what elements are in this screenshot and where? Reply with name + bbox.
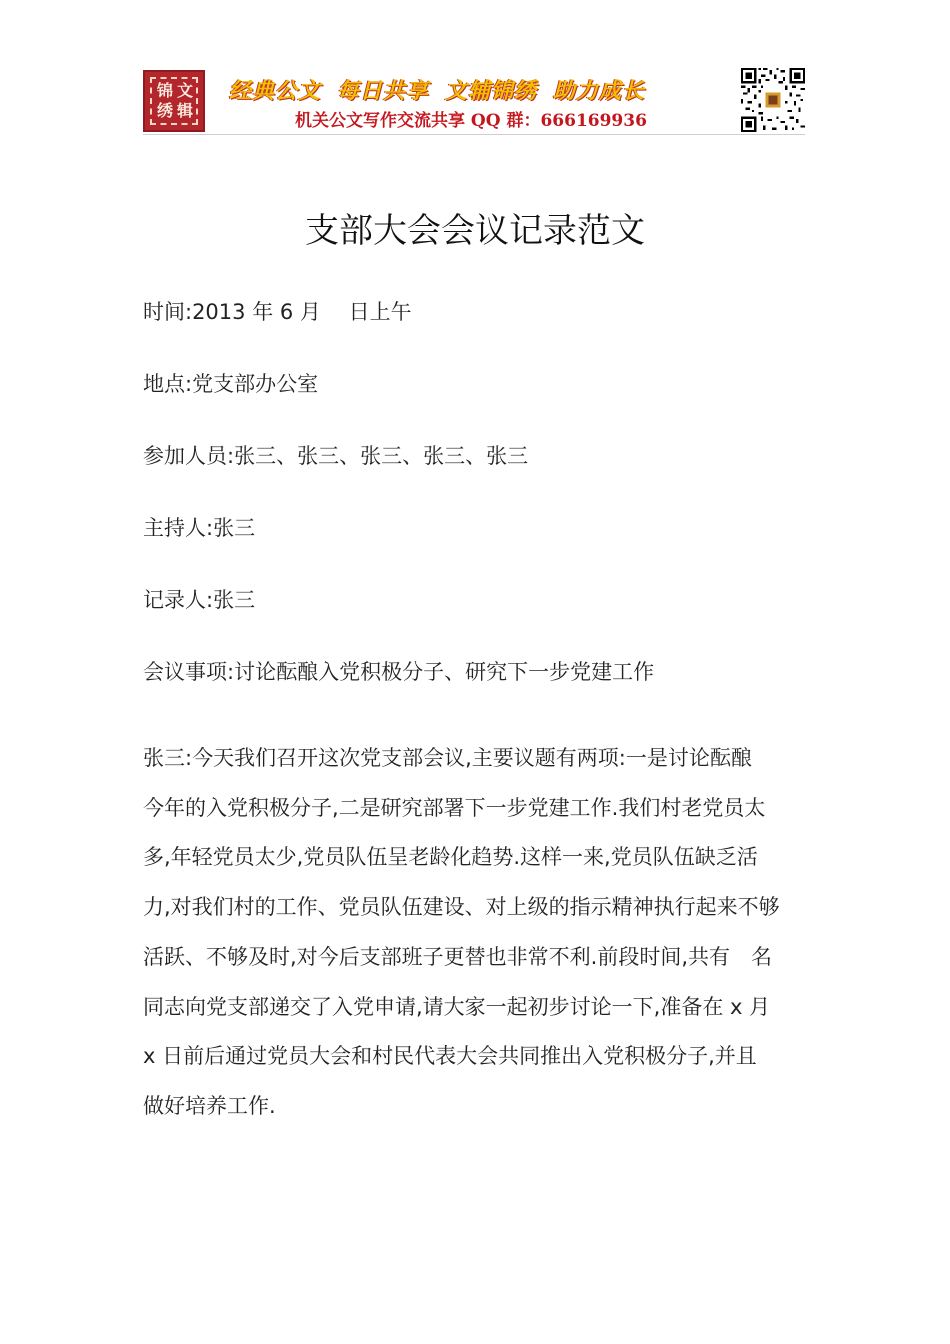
- slogan-1: 经典公文: [229, 78, 322, 104]
- meeting-location: 地点:党支部办公室: [143, 372, 319, 396]
- meeting-attendees: 参加人员:张三、张三、张三、张三、张三: [143, 444, 529, 468]
- paragraph-line: 做好培养工作.: [143, 1093, 276, 1118]
- paragraph-line: 今年的入党积极分子,二是研究部署下一步党建工作.我们村老党员太: [143, 795, 766, 820]
- meeting-host: 主持人:张三: [143, 516, 256, 540]
- slogan-4: 助力成长: [553, 78, 646, 104]
- seal-char: 文: [176, 81, 193, 100]
- meeting-time: 时间:2013 年 6 月 日上午: [143, 300, 412, 324]
- paragraph-line: 活跃、不够及时,对今后支部班子更替也非常不利.前段时间,共有 名: [143, 944, 773, 969]
- meeting-recorder: 记录人:张三: [143, 588, 256, 612]
- seal-char: 绣: [156, 101, 173, 120]
- banner-slogan: [229, 74, 661, 105]
- paragraph-line: 同志向党支部递交了入党申请,请大家一起初步讨论一下,准备在 x 月: [143, 994, 771, 1019]
- paragraph-line: 张三:今天我们召开这次党支部会议,主要议题有两项:一是讨论酝酿: [143, 746, 752, 770]
- seal-logo: [143, 70, 205, 132]
- paragraph-line: 力,对我们村的工作、党员队伍建设、对上级的指示精神执行起来不够: [143, 895, 780, 920]
- qq-group-line: 机关公文写作交流共享 QQ 群：666169936: [295, 111, 647, 131]
- qr-code-icon: [741, 68, 805, 132]
- speech-paragraph: [143, 734, 811, 1132]
- meeting-agenda: 会议事项:讨论酝酿入党积极分子、研究下一步党建工作: [143, 660, 655, 684]
- document-title: 支部大会会议记录范文: [305, 211, 645, 251]
- seal-char: 辑: [176, 101, 193, 120]
- paragraph-line: 多,年轻党员太少,党员队伍呈老龄化趋势.这样一来,党员队伍缺乏活: [143, 845, 758, 870]
- paragraph-line: x 日前后通过党员大会和村民代表大会共同推出入党积极分子,并且: [143, 1044, 757, 1069]
- seal-char: 锦: [156, 81, 173, 100]
- slogan-2: 每日共享: [337, 78, 430, 104]
- slogan-3: 文辅锦绣: [445, 78, 538, 104]
- header-banner: [143, 68, 805, 134]
- banner-divider: [143, 134, 805, 135]
